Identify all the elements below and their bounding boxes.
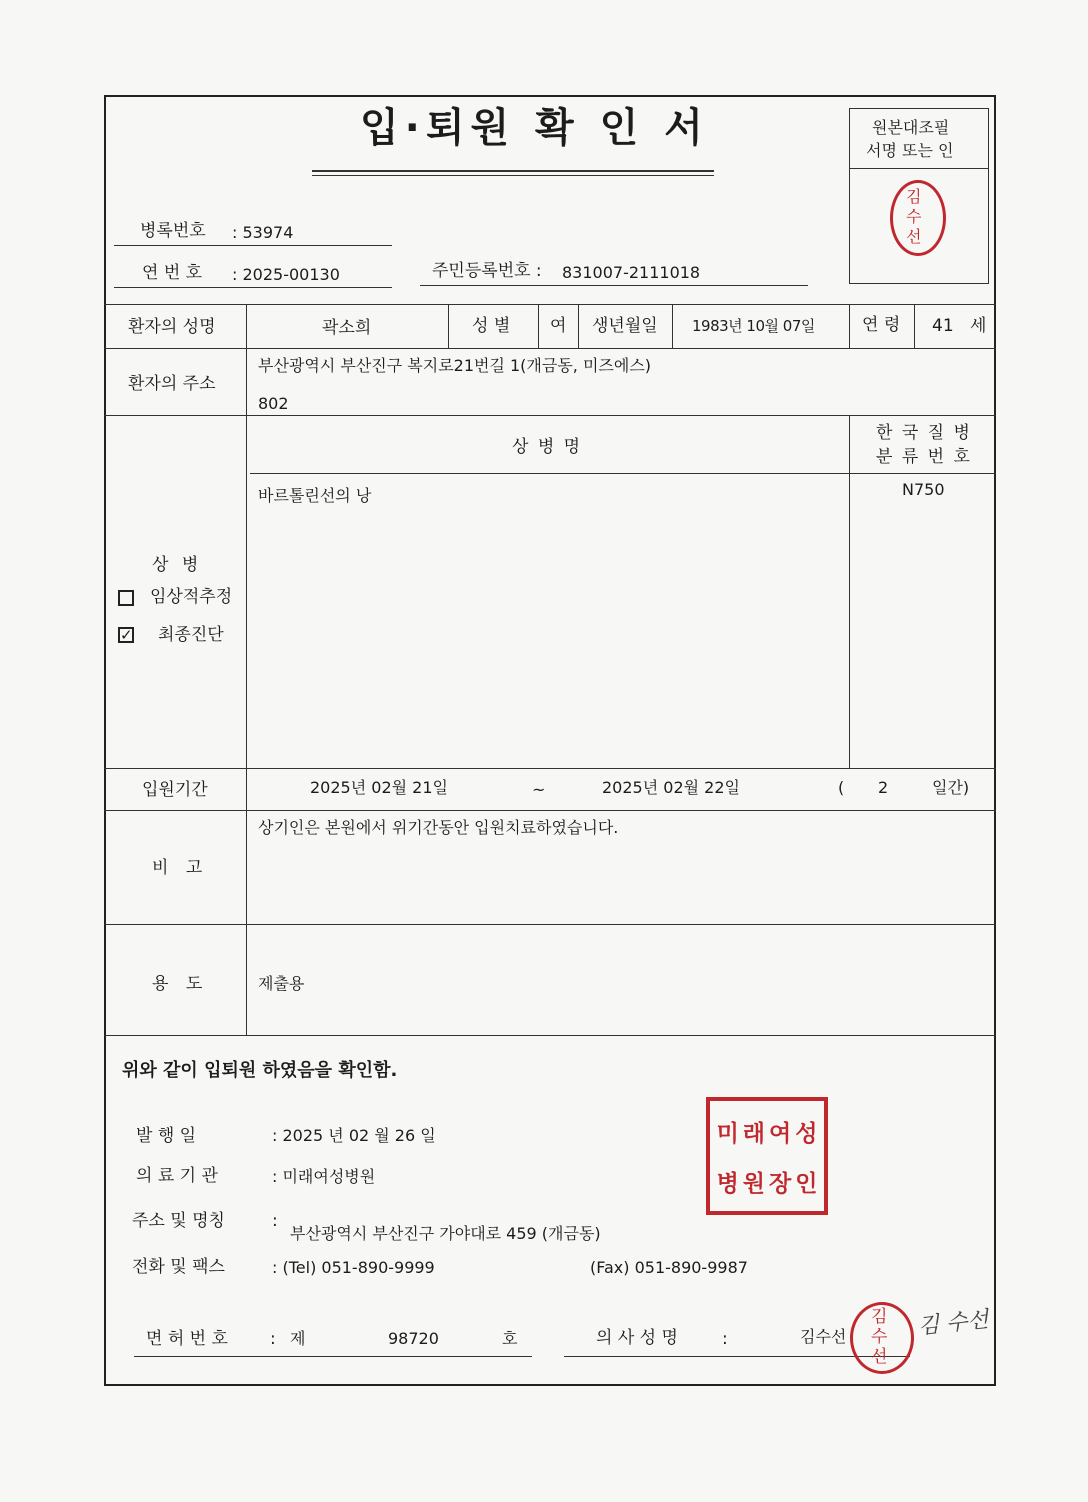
hospital-seal bbox=[706, 1097, 828, 1215]
admission-days-unit: 일간) bbox=[932, 778, 970, 797]
patient-name-label: 환자의 성명 bbox=[128, 317, 216, 337]
remarks-label: 비 고 bbox=[152, 858, 209, 878]
fax-value: (Fax) 051-890-9987 bbox=[590, 1258, 748, 1277]
address-name-colon: : bbox=[272, 1211, 278, 1231]
title-underline bbox=[312, 170, 714, 172]
patient-name: 곽소희 bbox=[322, 318, 372, 338]
doctor-signature: 김 수선 bbox=[916, 1307, 990, 1340]
col-line-sex bbox=[538, 304, 539, 348]
license-suffix: 호 bbox=[502, 1329, 518, 1348]
rrn-label: 주민등록번호 : bbox=[432, 261, 542, 281]
usage-label: 용 도 bbox=[152, 974, 209, 994]
rrn-value: 831007-2111018 bbox=[562, 263, 701, 282]
admission-open-paren: ( bbox=[838, 778, 845, 797]
age-label: 연 령 bbox=[862, 315, 901, 335]
table-top-line bbox=[104, 304, 996, 305]
rrn-underline bbox=[420, 285, 808, 286]
usage-text: 제출용 bbox=[258, 974, 305, 993]
age-unit: 세 bbox=[970, 316, 987, 336]
row-line-6 bbox=[104, 1035, 996, 1036]
col-line-age bbox=[914, 304, 915, 348]
admission-period-label: 입원기간 bbox=[142, 780, 208, 800]
record-number-value: : 53974 bbox=[232, 223, 294, 242]
admission-tilde: ~ bbox=[532, 780, 546, 799]
verification-seal-text: 김수선 bbox=[906, 187, 922, 246]
serial-underline bbox=[114, 287, 392, 288]
diagnosis-name: 바르톨린선의 낭 bbox=[258, 486, 372, 505]
final-diagnosis-label: 최종진단 bbox=[158, 625, 224, 645]
diagnosis-section-label: 상 병 bbox=[152, 555, 203, 575]
row-line-2 bbox=[104, 415, 996, 416]
address-name-label: 주소 및 명칭 bbox=[132, 1211, 225, 1231]
confirmation-text: 위와 같이 입퇴원 하였음을 확인함. bbox=[122, 1060, 398, 1081]
row-line-5 bbox=[104, 924, 996, 925]
phone-fax-label: 전화 및 팩스 bbox=[132, 1257, 225, 1277]
kcd-header-1: 한 국 질 병 bbox=[876, 423, 972, 443]
remarks-text: 상기인은 본원에서 위기간동안 입원치료하였습니다. bbox=[258, 818, 619, 837]
license-number: 98720 bbox=[388, 1329, 439, 1348]
col-line-name bbox=[448, 304, 449, 348]
row-line-4 bbox=[104, 810, 996, 811]
col-line-sex-value bbox=[578, 304, 579, 348]
issue-date-label: 발 행 일 bbox=[136, 1126, 197, 1146]
checkmark-icon: ✓ bbox=[120, 626, 133, 644]
doctor-name-colon: : bbox=[722, 1329, 728, 1349]
clinical-estimate-checkbox[interactable] bbox=[118, 590, 134, 606]
doctor-name-label: 의 사 성 명 bbox=[596, 1328, 678, 1348]
admission-from: 2025년 02월 21일 bbox=[310, 778, 448, 797]
sex-value: 여 bbox=[550, 316, 567, 336]
doctor-seal-text: 김수선 bbox=[871, 1307, 888, 1367]
address-line-2: 802 bbox=[258, 394, 289, 413]
seal-box-divider bbox=[849, 168, 989, 169]
issue-date-value: : 2025 년 02 월 26 일 bbox=[272, 1126, 436, 1145]
diag-header-line bbox=[250, 473, 996, 474]
phone-value: : (Tel) 051-890-9999 bbox=[272, 1258, 435, 1277]
label-col-line bbox=[246, 304, 247, 1035]
hospital-address: 부산광역시 부산진구 가야대로 459 (개금동) bbox=[290, 1224, 601, 1243]
dob-label: 생년월일 bbox=[592, 316, 658, 336]
serial-number-value: : 2025-00130 bbox=[232, 265, 340, 284]
clinical-estimate-label: 임상적추정 bbox=[150, 587, 233, 607]
institution-label: 의 료 기 관 bbox=[136, 1166, 218, 1186]
document-frame bbox=[104, 95, 996, 1386]
verification-seal bbox=[890, 180, 946, 256]
col-line-code bbox=[849, 415, 850, 768]
hospital-seal-text: 미래여성병원장인 bbox=[716, 1121, 822, 1197]
admission-to: 2025년 02월 22일 bbox=[602, 778, 740, 797]
record-number-label: 병록번호 bbox=[140, 221, 206, 241]
doctor-name: 김수선 bbox=[800, 1327, 847, 1346]
doctor-seal bbox=[850, 1302, 914, 1374]
address-line-1: 부산광역시 부산진구 복지로21번길 1(개금동, 미즈에스) bbox=[258, 356, 652, 375]
age-value: 41 bbox=[932, 316, 954, 336]
seal-box-label-1: 원본대조필 bbox=[872, 118, 950, 137]
document-title: 입·퇴원 확 인 서 bbox=[360, 105, 709, 151]
dob-value: 1983년 10월 07일 bbox=[692, 317, 815, 335]
diagnosis-code: N750 bbox=[902, 480, 945, 499]
title-underline-2 bbox=[312, 175, 714, 176]
license-colon: : bbox=[270, 1329, 276, 1349]
kcd-header-2: 분 류 번 호 bbox=[876, 447, 972, 467]
seal-box-label-2: 서명 또는 인 bbox=[866, 141, 954, 160]
admission-days: 2 bbox=[878, 778, 889, 797]
license-underline bbox=[134, 1356, 532, 1357]
license-prefix: 제 bbox=[290, 1329, 306, 1348]
final-diagnosis-checkbox[interactable] bbox=[118, 627, 134, 643]
row-line-3 bbox=[104, 768, 996, 769]
sex-label: 성 별 bbox=[472, 316, 511, 336]
serial-number-label: 연 번 호 bbox=[142, 263, 203, 283]
diagnosis-name-header: 상 병 명 bbox=[512, 437, 583, 457]
col-line-dob-value bbox=[849, 304, 850, 348]
license-label: 면 허 번 호 bbox=[146, 1329, 228, 1349]
row-line-1 bbox=[104, 348, 996, 349]
address-label: 환자의 주소 bbox=[128, 374, 216, 394]
col-line-dob bbox=[672, 304, 673, 348]
institution-value: : 미래여성병원 bbox=[272, 1167, 376, 1186]
record-underline bbox=[114, 245, 392, 246]
